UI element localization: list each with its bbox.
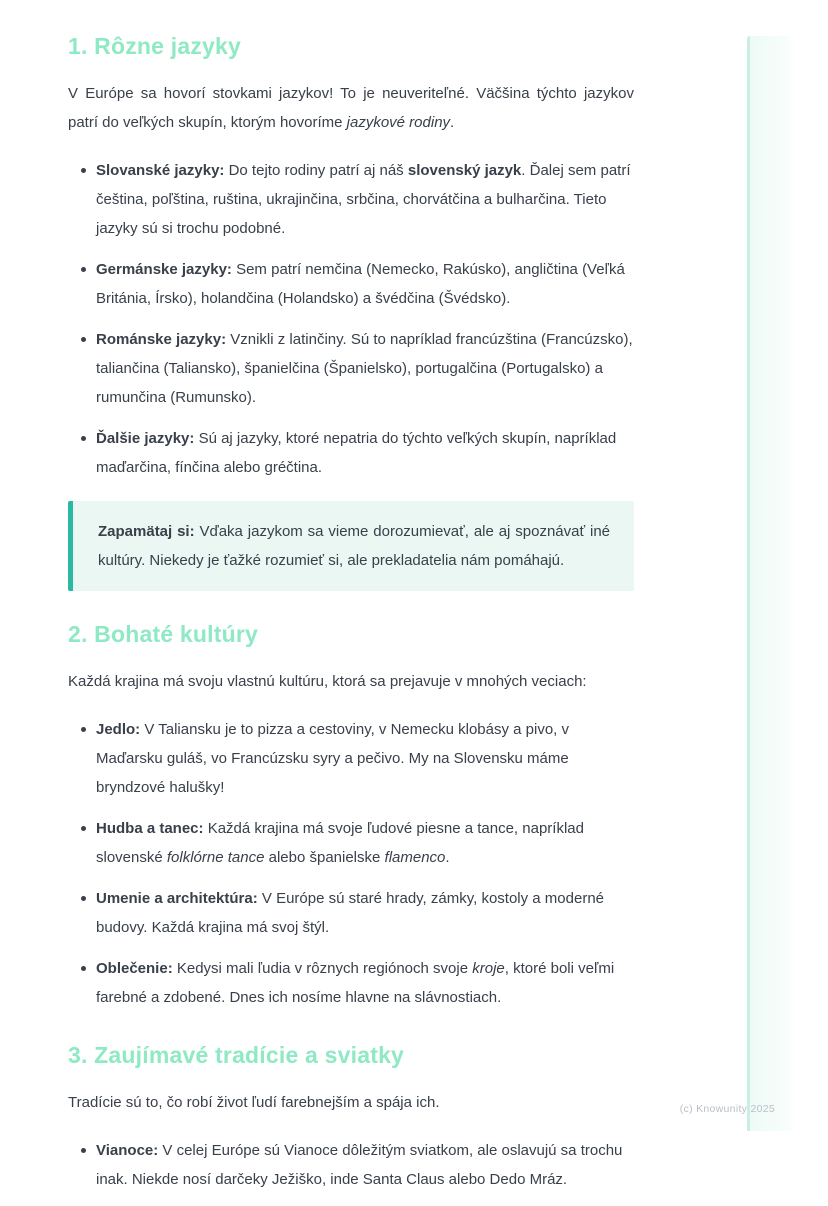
paragraph-traditions-intro: Tradície sú to, čo robí život ľudí farebnejším a spája ich. xyxy=(68,1094,440,1111)
callout-text: Zapamätaj si: Vďaka jazykom sa vieme dorozumievať, ale aj spoznávať iné kultúry. Niekedy je ťažké rozumieť si, ale prekladatelia nám pomáhajú. xyxy=(98,523,611,569)
bullet-list-language-families xyxy=(68,156,634,482)
section-cultures xyxy=(68,621,634,1012)
list-item-other-languages: Ďalšie jazyky: Sú aj jazyky, ktoré nepatria do týchto veľkých skupín, napríklad maďarčina, fínčina alebo gréčtina. xyxy=(96,424,634,482)
callout-remember-box xyxy=(68,501,634,591)
section-heading-languages: 1. Rôzne jazyky xyxy=(68,33,242,59)
list-item-music-dance: Hudba a tanec: Každá krajina má svoje ľudové piesne a tance, napríklad slovenské folklórne tance alebo španielske flamenco. xyxy=(96,814,634,872)
list-item-food: Jedlo: V Taliansku je to pizza a cestoviny, v Nemecku klobásy a pivo, v Maďarsku guláš, vo Francúzsku syry a pečivo. My na Slovensku máme bryndzové halušky! xyxy=(96,715,634,802)
section-heading-traditions: 3. Zaujímavé tradície a sviatky xyxy=(68,1042,405,1068)
bullet-list-traditions xyxy=(68,1136,634,1194)
section-heading-cultures: 2. Bohaté kultúry xyxy=(68,621,258,647)
list-item-slavic-languages: Slovanské jazyky: Do tejto rodiny patrí aj náš slovenský jazyk. Ďalej sem patrí čeština, poľština, ruština, ukrajinčina, srbčina, chorvátčina a bulharčina. Tieto jazyky sú si trochu podobné. xyxy=(96,156,634,243)
section-traditions xyxy=(68,1042,634,1194)
list-item-romance-languages: Románske jazyky: Vznikli z latinčiny. Sú to napríklad francúzština (Francúzsko), taliančina (Taliansko), španielčina (Španielsko), portugalčina (Portugalsko) a rumunčina (Rumunsko). xyxy=(96,325,634,412)
bullet-list-culture-aspects xyxy=(68,715,634,1012)
section-languages xyxy=(68,33,634,591)
paragraph-cultures-intro: Každá krajina má svoju vlastnú kultúru, ktorá sa prejavuje v mnohých veciach: xyxy=(68,673,587,690)
document-content xyxy=(68,33,634,1206)
list-item-germanic-languages: Germánske jazyky: Sem patrí nemčina (Nemecko, Rakúsko), angličtina (Veľká Británia, Írsko), holandčina (Holandsko) a švédčina (Švédsko). xyxy=(96,255,634,313)
paragraph-languages-intro: V Európe sa hovorí stovkami jazykov! To je neuveriteľné. Väčšina týchto jazykov patrí do veľkých skupín, ktorým hovoríme jazykové rodiny. xyxy=(68,85,634,131)
list-item-art-architecture: Umenie a architektúra: V Európe sú staré hrady, zámky, kostoly a moderné budovy. Každá krajina má svoj štýl. xyxy=(96,884,634,942)
copyright-footer: (c) Knowunity 2025 xyxy=(679,1103,775,1115)
page-edge-strip xyxy=(747,36,794,1131)
list-item-clothing: Oblečenie: Kedysi mali ľudia v rôznych regiónoch svoje kroje, ktoré boli veľmi farebné a zdobené. Dnes ich nosíme hlavne na slávnostiach. xyxy=(96,954,634,1012)
list-item-christmas: Vianoce: V celej Európe sú Vianoce dôležitým sviatkom, ale oslavujú sa trochu inak. Niekde nosí darčeky Ježiško, inde Santa Claus alebo Dedo Mráz. xyxy=(96,1136,634,1194)
